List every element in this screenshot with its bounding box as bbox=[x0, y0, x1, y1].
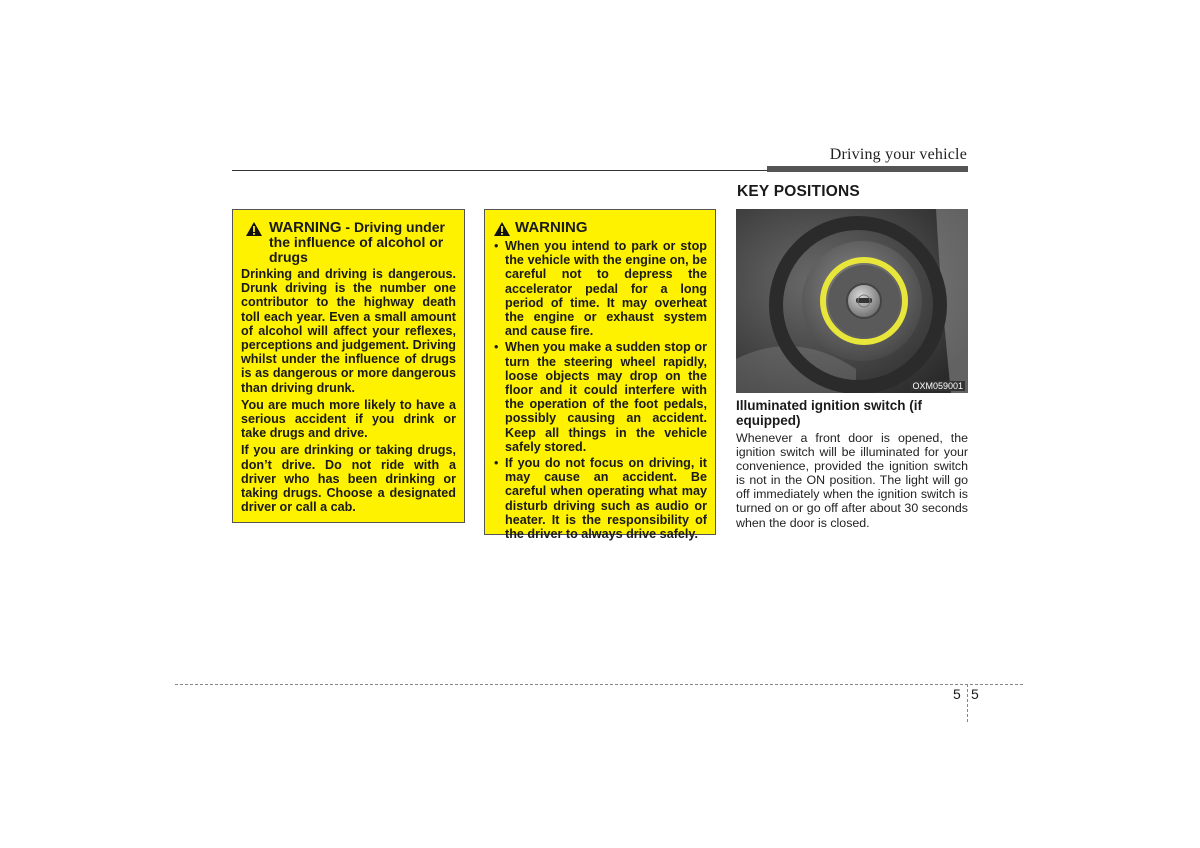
warning-header bbox=[241, 220, 456, 265]
image-code: OXM059001 bbox=[912, 381, 963, 391]
warning-heading-label: WARNING bbox=[269, 219, 342, 236]
warning-list-item: • When you intend to park or stop the vehicle with the engine on, be careful not to depress the accelerator pedal for a long period of time. It may overheat the engine or exhaust system and cause fire. bbox=[493, 239, 707, 338]
warning-box-alcohol bbox=[232, 209, 465, 523]
ignition-switch-photo bbox=[736, 209, 968, 393]
body-text: Whenever a front door is opened, the ignition switch will be illuminated for your convenience, provided the ignition switch is not in the ON position. The light will go off immediately when the ignition switch is turned on or go off after about 30 seconds when the door is closed. bbox=[736, 431, 968, 530]
warning-heading bbox=[263, 220, 456, 265]
warning-list-item: • When you make a sudden stop or turn the steering wheel rapidly, loose objects may drop on the floor and it could interfere with the operation of the foot pedals, possibly causing an accident. Keep all things in the vehicle safely stored. bbox=[493, 340, 707, 454]
section-title: KEY POSITIONS bbox=[737, 183, 860, 200]
warning-triangle-icon bbox=[245, 221, 263, 237]
header-rule bbox=[232, 170, 767, 171]
header-title: Driving your vehicle bbox=[829, 146, 967, 163]
warning-heading: WARNING bbox=[515, 219, 588, 236]
section-number: 5 bbox=[953, 686, 961, 702]
warning-paragraph: If you are drinking or taking drugs, don’t drive. Do not ride with a driver who has been drinking or taking drugs. Choose a designated driver or call a cab. bbox=[241, 443, 456, 515]
footer-divider bbox=[967, 684, 968, 722]
warning-box-driving bbox=[484, 209, 716, 542]
warning-paragraph: You are much more likely to have a serious accident if you drink or take drugs and drive. bbox=[241, 397, 456, 441]
warning-list-item: • If you do not focus on driving, it may cause an accident. Be careful when operating what may disturb driving such as audio or heater. It is the responsibility of the driver to always drive safely. bbox=[493, 456, 707, 541]
footer-rule bbox=[175, 684, 1023, 685]
ignition-switch-illustration bbox=[736, 209, 968, 393]
header-bar bbox=[767, 166, 968, 172]
page-number: 5 bbox=[971, 686, 979, 702]
warning-heading-sub: - Driving under the influence of alcohol or drugs bbox=[269, 219, 445, 265]
warning-paragraph: Drinking and driving is dangerous. Drunk driving is the number one contributor to the highway death toll each year. Even a small amount of alcohol will affect your reflexes, perceptions and judgement. Driving whilst under the influence of drugs is as dangerous or more dangerous than driving drunk. bbox=[241, 267, 456, 395]
warning-header bbox=[493, 220, 707, 237]
warning-triangle-icon bbox=[493, 221, 511, 237]
warning-list bbox=[493, 239, 707, 541]
subsection-title: Illuminated ignition switch (if equipped) bbox=[736, 398, 922, 428]
